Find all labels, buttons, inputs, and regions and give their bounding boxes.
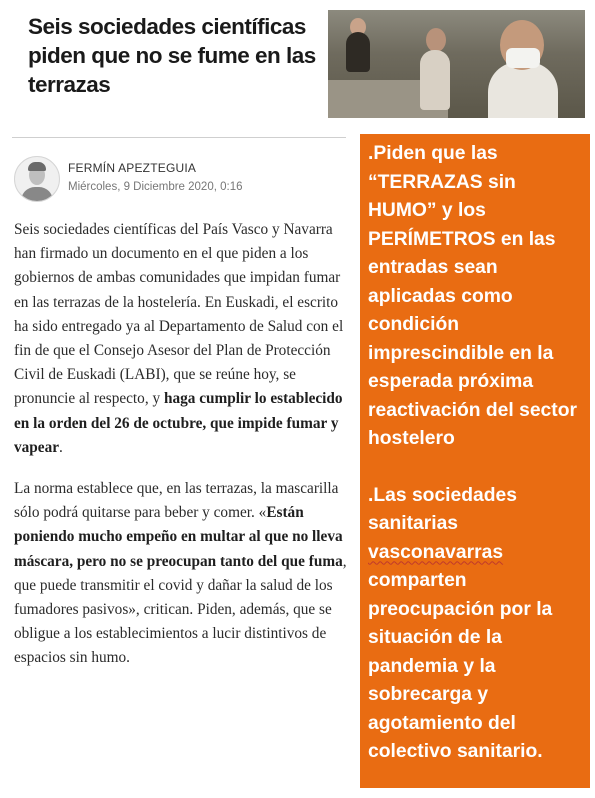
p2-end: , que puede transmitir el covid y dañar la salud de los fumadores pasivos», critican. Piden, además, que se obligue a los establecimientos a lucir distintivos de espacios sin humo.	[14, 552, 347, 667]
note-2-start: .Las sociedades sanitarias	[368, 484, 517, 534]
author-avatar	[14, 156, 60, 202]
note-2	[368, 482, 582, 767]
p1-end: .	[59, 438, 63, 456]
article-body	[14, 218, 350, 688]
note-2-end: comparten preocupación por la situación de la pandemia y la sobrecarga y agotamiento del colectivo sanitario.	[368, 570, 553, 762]
article-headline: Seis sociedades científicas piden que no se fume en las terrazas	[28, 14, 316, 97]
highlight-note-box	[360, 134, 590, 788]
note-1: .Piden que las “TERRAZAS sin HUMO” y los PERÍMETROS en las entradas sean aplicadas como condición imprescindible en la esperada próxima reactivación del sector hostelero	[368, 143, 577, 449]
publish-date: Miércoles, 9 Diciembre 2020, 0:16	[68, 181, 243, 193]
p2-bold: Están poniendo mucho empeño en multar al que no lleva máscara, pero no se preocupan tanto del que fuma	[14, 504, 343, 570]
article-paragraph-2	[14, 477, 350, 671]
author-name: FERMÍN APEZTEGUIA	[68, 161, 197, 175]
divider	[12, 137, 346, 138]
article-paragraph-1	[14, 218, 350, 460]
p1-text: Seis sociedades científicas del País Vasco y Navarra han firmado un documento en el que piden a los gobiernos de ambas comunidades que impidan fumar en las terrazas de la hostelería. En Euskadi, el escrito ha sido entregado ya al Departamento de Salud con el fin de que el Consejo Asesor del Plan de Protección Civil de Euskadi (LABI), que se reúne hoy, se pronuncie al respecto, y	[14, 221, 344, 408]
p2-text: La norma establece que, en las terrazas, la mascarilla sólo podrá quitarse para beber y comer. «	[14, 480, 339, 522]
p1-bold: haga cumplir lo establecido en la orden del 26 de octubre, que impide fumar y vapear	[14, 390, 343, 456]
note-2-underlined-word: vasconavarras	[368, 541, 504, 563]
terrace-photo	[328, 10, 585, 118]
